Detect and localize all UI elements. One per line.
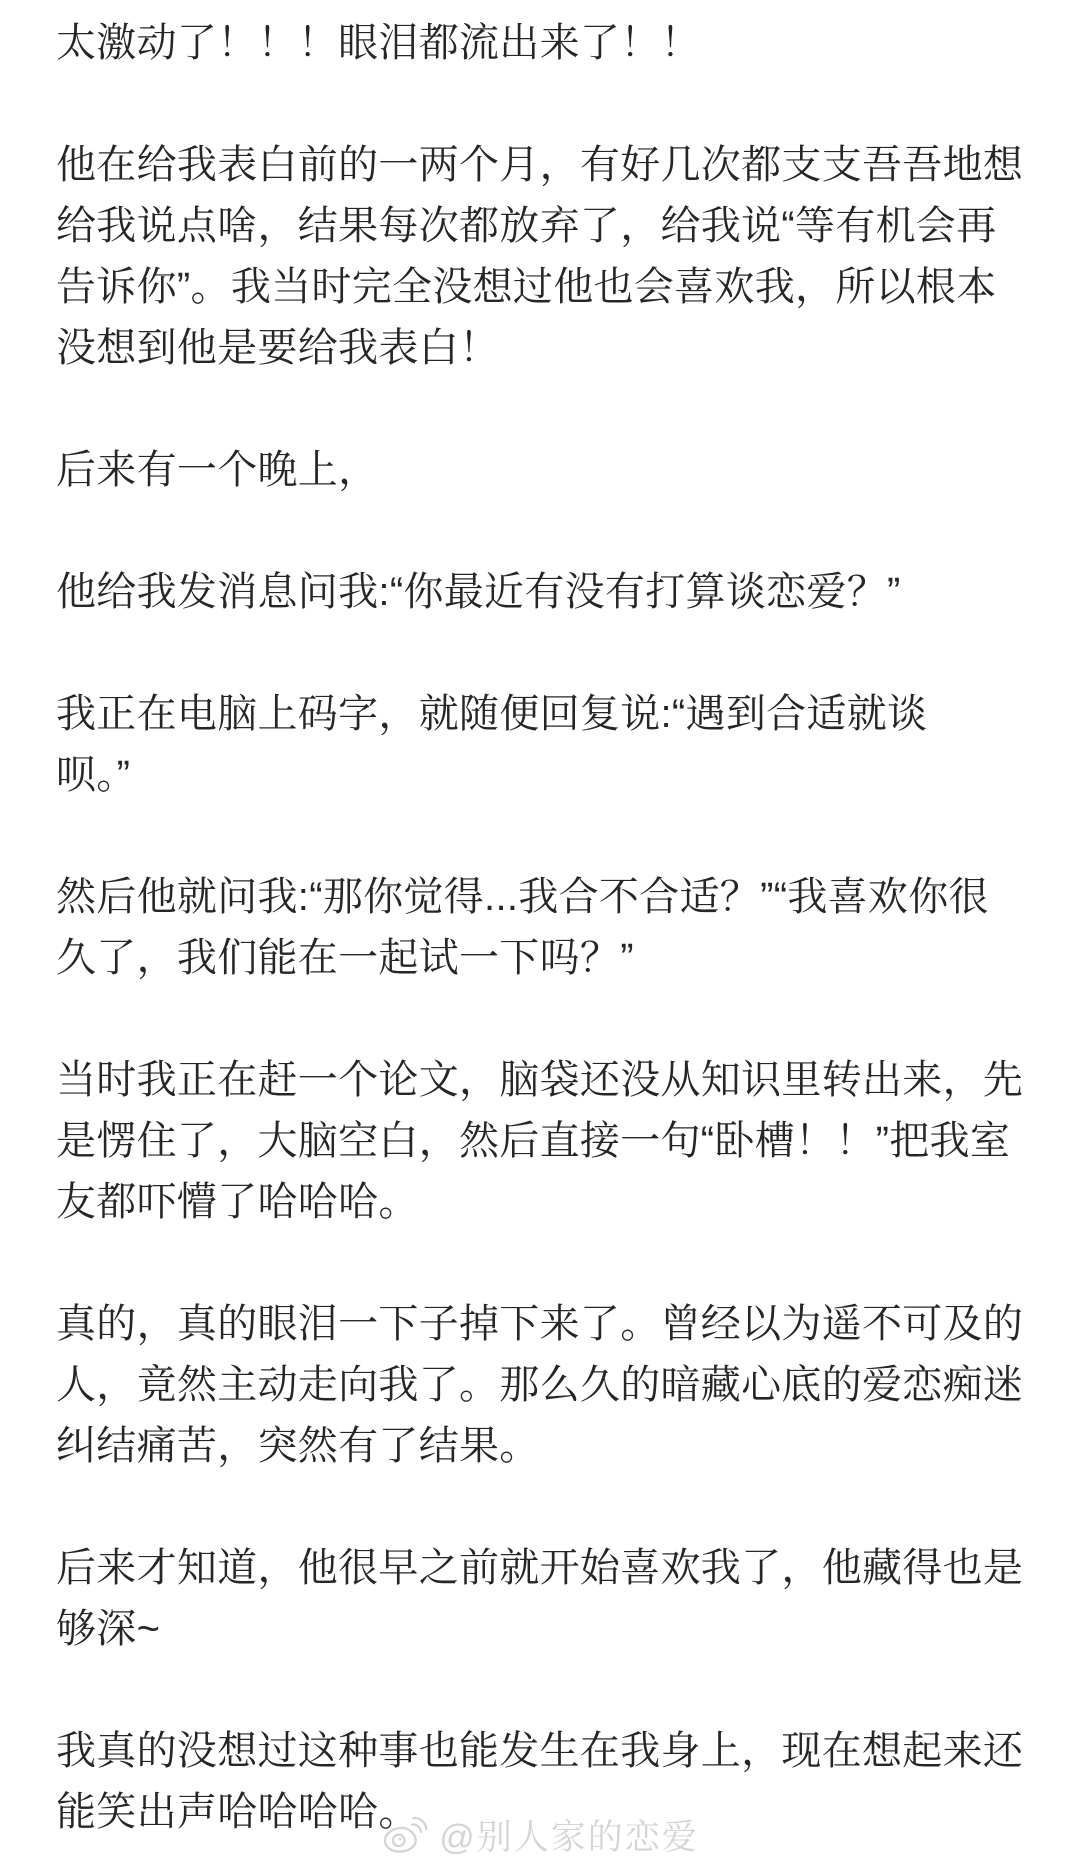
paragraph — [56, 562, 1028, 623]
paragraph — [56, 135, 1028, 379]
text-line: 纠结痛苦，突然有了结果。 — [56, 1424, 540, 1468]
text-line: 当时我正在赶一个论文，脑袋还没从知识里转出来，先 — [56, 1058, 1024, 1102]
text-line: 太激动了！！！眼泪都流出来了！！ — [56, 21, 701, 65]
text-line: 久了，我们能在一起试一下吗？” — [56, 936, 634, 980]
paragraph — [56, 684, 1028, 806]
paragraph — [56, 867, 1028, 989]
text-line: 人，竟然主动走向我了。那么久的暗藏心底的爱恋痴迷 — [56, 1363, 1024, 1407]
post-text — [56, 13, 1028, 1843]
paragraph — [56, 13, 1028, 74]
text-line: 后来才知道，他很早之前就开始喜欢我了，他藏得也是 — [56, 1546, 1024, 1590]
text-line: 给我说点啥，结果每次都放弃了，给我说“等有机会再 — [56, 204, 997, 248]
watermark — [0, 1810, 1080, 1860]
text-line: 他在给我表白前的一两个月，有好几次都支支吾吾地想 — [56, 143, 1024, 187]
text-line: 他给我发消息问我:“你最近有没有打算谈恋爱？” — [56, 570, 901, 614]
text-line: 够深~ — [56, 1607, 161, 1651]
text-line: 能笑出声哈哈哈哈。 — [56, 1790, 419, 1834]
text-line: 友都吓懵了哈哈哈。 — [56, 1180, 419, 1224]
watermark-text: @别人家的恋爱 — [439, 1818, 699, 1857]
paragraph — [56, 440, 1028, 501]
text-line: 告诉你”。我当时完全没想过他也会喜欢我，所以根本 — [56, 265, 997, 309]
paragraph — [56, 1294, 1028, 1477]
text-line: 我真的没想过这种事也能发生在我身上，现在想起来还 — [56, 1729, 1024, 1773]
paragraph — [56, 1538, 1028, 1660]
weibo-icon — [381, 1814, 429, 1856]
text-line: 真的，真的眼泪一下子掉下来了。曾经以为遥不可及的 — [56, 1302, 1024, 1346]
text-line: 后来有一个晚上， — [56, 448, 379, 492]
text-line: 没想到他是要给我表白！ — [56, 326, 500, 370]
text-line: 呗。” — [56, 753, 131, 797]
paragraph — [56, 1050, 1028, 1233]
text-line: 然后他就问我:“那你觉得...我合不合适？”“我喜欢你很 — [56, 875, 989, 919]
text-line: 是愣住了，大脑空白，然后直接一句“卧槽！！”把我室 — [56, 1119, 1011, 1163]
text-line: 我正在电脑上码字，就随便回复说:“遇到合适就谈 — [56, 692, 928, 736]
